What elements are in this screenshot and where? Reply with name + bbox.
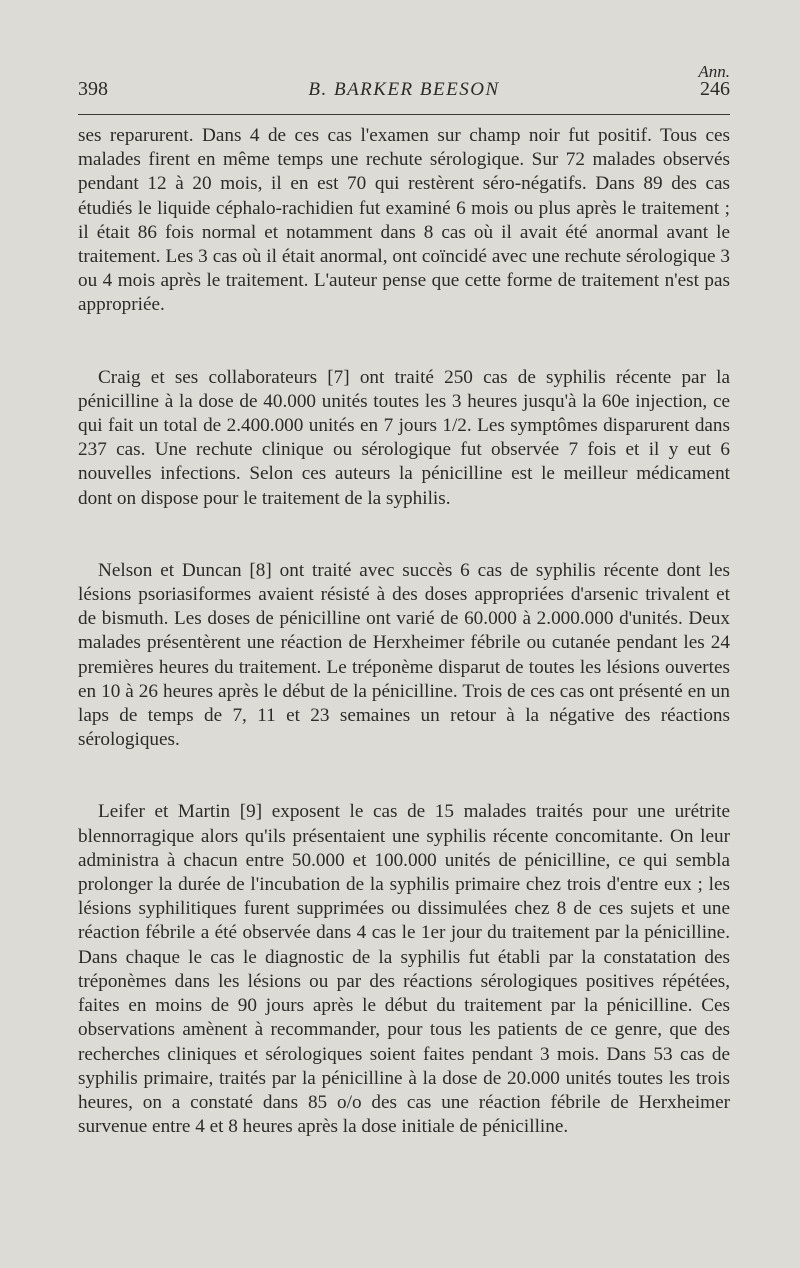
body-text — [78, 124, 730, 1139]
annals-label: Ann. — [698, 62, 730, 81]
paragraph-4: Leifer et Martin [9] exposent le cas de 15 malades traités pour une urétrite blennorragique alors qu'ils présentaient une syphilis récente concomitante. On leur administra à chacun entre 50.000 et 100.000 unités de pénicilline, ce qui sembla prolonger la durée de l'incubation de la syphilis primaire chez trois d'entre eux ; les lésions syphilitiques furent supprimées ou dissimulées chez 8 de ces sujets et une réaction fébrile a été observée dans 4 cas le 1er jour du traitement par la pénicilline. Dans chaque le cas le diagnostic de la syphilis fut établi par la constatation des tréponèmes dans les lésions ou par des réactions sérologiques positives répétées, faites en moins de 90 jours après le début du traitement par la pénicilline. Ces observations amènent à recommander, pour tous les patients de ce genre, que des recherches cliniques et sérologiques soient faites pendant 3 mois. Dans 53 cas de syphilis primaire, traités par la pénicilline à la dose de 20.000 unités toutes les trois heures, on a constaté dans 85 o/o des cas une réaction fébrile de Herxheimer survenue entre 4 et 8 heures après la dose initiale de pénicilline. — [78, 801, 730, 1138]
paragraph-2: Craig et ses collaborateurs [7] ont traité 250 cas de syphilis récente par la pénicilline à la dose de 40.000 unités toutes les 3 heures jusqu'à la 60e injection, ce qui fait un total de 2.400.000 unités en 7 jours 1/2. Les symptômes disparurent dans 237 cas. Une rechute clinique ou sérologique fut observée 7 fois et il y eut 6 nouvelles infections. Selon ces auteurs la pénicilline est le meilleur médicament dont on dispose pour le traitement de la syphilis. — [78, 366, 730, 509]
page-number: 398 — [78, 78, 108, 100]
paragraph-1: ses reparurent. Dans 4 de ces cas l'examen sur champ noir fut positif. Tous ces malades firent en même temps une rechute sérologique. Sur 72 malades observés pendant 12 à 20 mois, il en est 70 qui restèrent séro-négatifs. Dans 89 des cas étudiés le liquide céphalo-rachidien fut examiné 6 mois ou plus après le traitement ; il était 86 fois normal et notamment dans 8 cas où il avait été anormal avant le traitement. Les 3 cas où il était anormal, ont coïncidé avec une rechute sérologique 3 ou 4 mois après le traitement. L'auteur pense que cette forme de traitement n'est pas appropriée. — [78, 125, 730, 316]
running-title: B. BARKER BEESON — [308, 79, 500, 100]
volume-page-number: 246 — [700, 78, 730, 100]
header-rule — [78, 114, 730, 115]
running-header — [78, 78, 730, 106]
paragraph-3: Nelson et Duncan [8] ont traité avec succès 6 cas de syphilis récente dont les lésions psoriasiformes avaient résisté à des doses appropriées d'arsenic trivalent et de bismuth. Les doses de pénicilline ont varié de 60.000 à 2.000.000 d'unités. Deux malades présentèrent une réaction de Herxheimer fébrile ou cutanée pendant les 24 premières heures du traitement. Le tréponème disparut de toutes les lésions ouvertes en 10 à 26 heures après le début de la pénicilline. Trois de ces cas ont présenté en un laps de temps de 7, 11 et 23 semaines un retour à la négative des réactions sérologiques. — [78, 559, 730, 751]
